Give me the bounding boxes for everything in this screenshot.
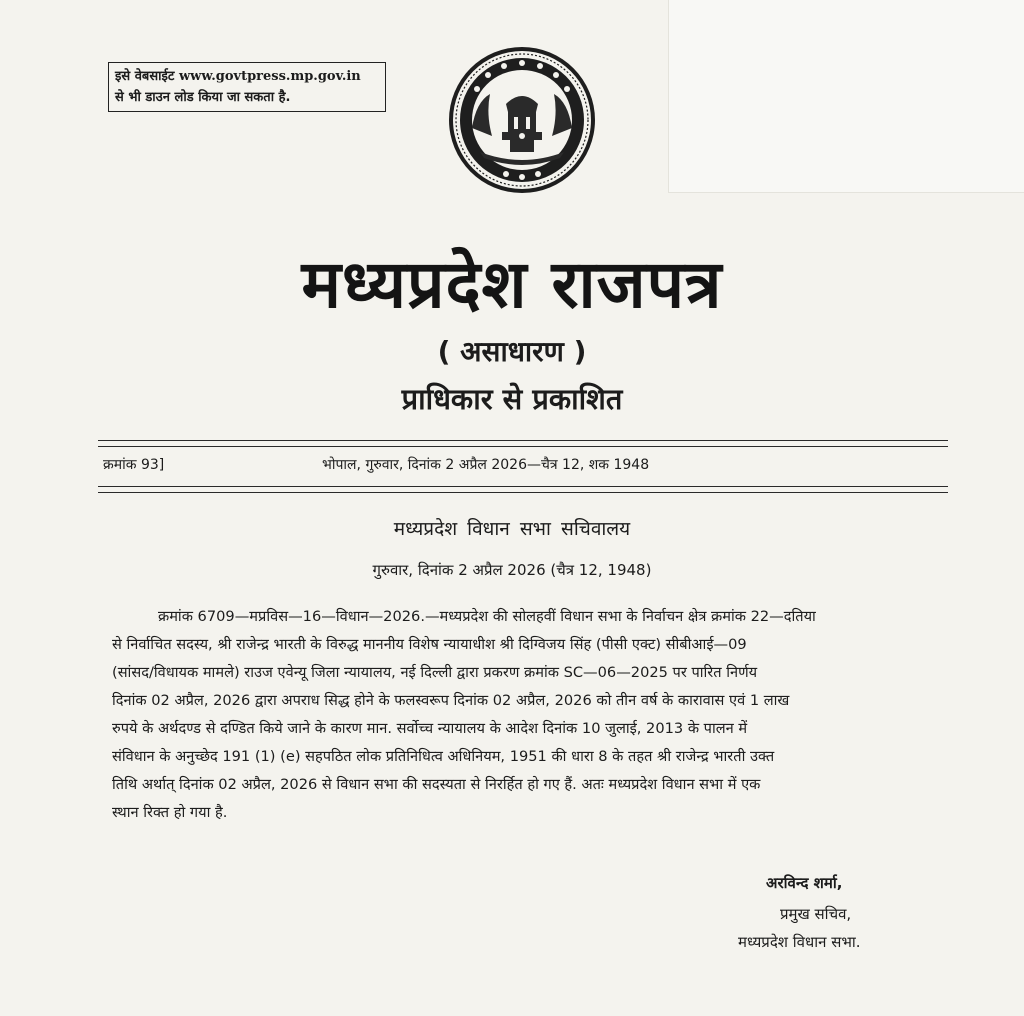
body-line-5: रुपये के अर्थदण्ड से दण्डित किये जाने के कारण मान. सर्वोच्च न्यायालय के आदेश दिनांक 10 जुलाई, 2013 के पालन में [112, 720, 748, 737]
gazette-authority: प्राधिकार से प्रकाशित [401, 382, 623, 416]
website-url-link[interactable]: www.govtpress.mp.gov.in [178, 69, 361, 84]
website-notice-line-2: से भी डाउन लोड किया जा सकता है. [115, 90, 291, 105]
signatory-name: अरविन्द शर्मा, [766, 874, 843, 892]
bottom-rule [98, 486, 948, 487]
issue-number: क्रमांक 93] [103, 457, 165, 473]
issue-date-line: भोपाल, गुरुवार, दिनांक 2 अप्रैल 2026—चैत्र 12, शक 1948 [322, 457, 650, 473]
state-emblem-seal-icon [446, 44, 598, 196]
body-line-1: क्रमांक 6709—मप्रविस—16—विधान—2026.—मध्यप्रदेश की सोलहवीं विधान सभा के निर्वाचन क्षेत्र क्रमांक 22—दतिया [158, 608, 816, 625]
top-rule-inner [98, 446, 948, 447]
signatory-office: मध्यप्रदेश विधान सभा. [738, 933, 861, 951]
top-rule [98, 440, 948, 441]
paper-fold [668, 0, 1024, 193]
gazette-subtitle: ( असाधारण ) [437, 335, 587, 368]
gazette-title: मध्यप्रदेश राजपत्र [301, 245, 723, 323]
department-title: मध्यप्रदेश विधान सभा सचिवालय [393, 518, 631, 540]
signatory-designation: प्रमुख सचिव, [780, 905, 852, 923]
body-line-3: (सांसद/विधायक मामले) राउज एवेन्यू जिला न्यायालय, नई दिल्ली द्वारा प्रकरण क्रमांक SC—06—2025 पर पारित निर्णय [112, 664, 758, 681]
body-line-6: संविधान के अनुच्छेद 191 (1) (e) सहपठित लोक प्रतिनिधित्व अधिनियम, 1951 की धारा 8 के तहत श्री राजेन्द्र भारती उक्त [112, 748, 775, 765]
body-line-2: से निर्वाचित सदस्य, श्री राजेन्द्र भारती के विरुद्ध माननीय विशेष न्यायाधीश श्री दिग्विजय सिंह (पीसी एक्ट) सीबीआई—09 [112, 636, 747, 653]
body-line-4: दिनांक 02 अप्रैल, 2026 द्वारा अपराध सिद्ध होने के फलस्वरूप दिनांक 02 अप्रैल, 2026 को तीन वर्ष के कारावास एवं 1 लाख [112, 692, 790, 709]
website-download-notice [108, 62, 386, 112]
emblem-graphic [446, 44, 598, 196]
body-line-8: स्थान रिक्त हो गया है. [112, 804, 228, 821]
body-line-7: तिथि अर्थात् दिनांक 02 अप्रैल, 2026 से विधान सभा की सदस्यता से निरर्हित हो गए हैं. अतः मध्यप्रदेश विधान सभा में एक [112, 776, 761, 793]
bottom-rule-inner [98, 492, 948, 493]
notice-date: गुरुवार, दिनांक 2 अप्रैल 2026 (चैत्र 12, 1948) [372, 561, 652, 579]
website-notice-line-1: इसे वेबसाईट www.govtpress.mp.gov.in [115, 69, 361, 84]
